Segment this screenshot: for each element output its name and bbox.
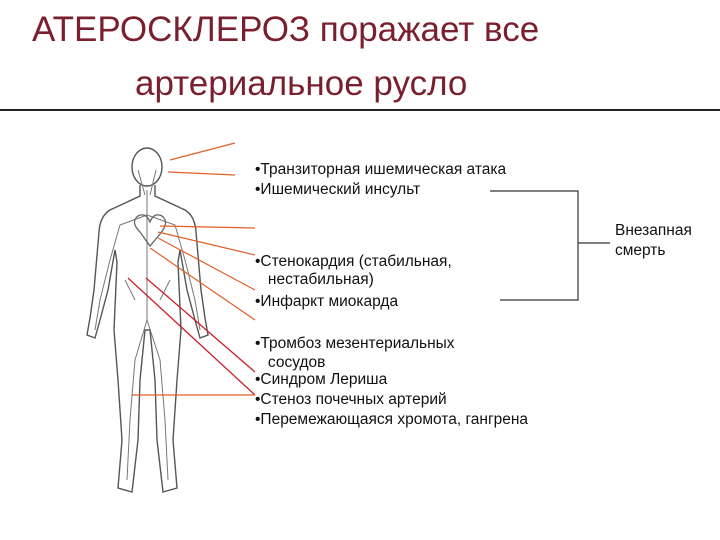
sudden-death-line-2: смерть [615, 242, 666, 259]
pointer-line-heart-4 [150, 248, 255, 320]
artery-network-icon [95, 170, 200, 480]
list-item: •Инфаркт миокарда [255, 293, 399, 310]
list-item: •Стеноз почечных артерий [255, 391, 447, 408]
title-line-1: АТЕРОСКЛЕРОЗ поражает все [32, 10, 540, 49]
list-item: •Тромбоз мезентериальных [255, 335, 455, 352]
sudden-death-line-1: Внезапная [615, 222, 692, 239]
pointer-line-leriche [146, 278, 255, 372]
pointer-line-brain [170, 143, 235, 160]
sudden-death-bracket [490, 191, 610, 300]
list-item: •Перемежающаяся хромота, гангрена [255, 411, 529, 428]
pointer-lines-red [128, 278, 255, 395]
sudden-death-label [615, 221, 720, 261]
pointer-lines-orange [150, 143, 255, 320]
title-line-2: артериальное русло [135, 64, 468, 103]
list-item: •Синдром Лериша [255, 371, 388, 388]
pointer-line-heart-2 [158, 232, 255, 255]
pointer-line-brain-2 [168, 172, 235, 175]
list-item: •Ишемический инсульт [255, 181, 421, 198]
list-item: •Транзиторная ишемическая атака [255, 161, 507, 178]
list-item: сосудов [255, 354, 326, 371]
list-item: нестабильная) [255, 271, 374, 288]
list-item: •Стенокардия (стабильная, [255, 253, 452, 270]
pointer-line-heart-1 [160, 226, 255, 228]
pointer-line-renal [128, 278, 255, 395]
